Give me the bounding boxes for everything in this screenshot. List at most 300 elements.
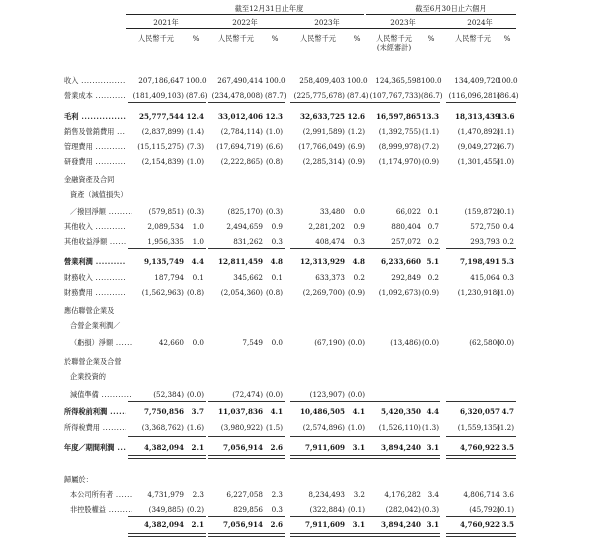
amount-cell: (67,190) xyxy=(314,338,345,347)
subtotal-rule xyxy=(446,455,516,456)
amount-cell: 267,490,414 xyxy=(217,76,263,85)
percent-cell: (0.3) xyxy=(265,207,283,216)
percent-cell: (86.7) xyxy=(421,91,443,100)
percent-cell: (0.0) xyxy=(265,390,283,399)
percent-cell: (0.3) xyxy=(421,505,439,514)
percent-cell: (1.2) xyxy=(497,423,515,432)
table-row xyxy=(0,518,600,531)
percent-cell: 0.2 xyxy=(353,273,365,282)
percent-cell: 1.0 xyxy=(192,222,204,231)
table-row xyxy=(0,188,600,201)
group-rule-six-months xyxy=(366,14,516,15)
percent-cell: (0.0) xyxy=(347,338,365,347)
amount-cell: 7,056,914 xyxy=(222,520,263,529)
amount-cell: 6,233,660 xyxy=(380,257,421,266)
row-label: 銷售及營銷費用 ..... xyxy=(64,125,126,138)
percent-cell: 1.0 xyxy=(192,237,204,246)
subtotal-rule xyxy=(446,533,516,534)
row-label: 本公司所有者 ..... xyxy=(70,488,132,501)
percent-cell: (0.1) xyxy=(497,207,515,216)
table-row xyxy=(0,271,600,284)
amount-cell: (1,392,755) xyxy=(378,127,421,136)
percent-cell: (7.3) xyxy=(186,142,204,151)
percent-cell: (0.8) xyxy=(265,288,283,297)
percent-cell: (87.4) xyxy=(347,91,369,100)
table-row xyxy=(0,473,600,486)
percent-cell: (0.0) xyxy=(421,338,439,347)
percent-cell: 12.4 xyxy=(186,112,204,121)
percent-cell: 0.9 xyxy=(271,222,283,231)
percent-cell: 0.3 xyxy=(502,273,514,282)
percent-cell: 0.3 xyxy=(271,237,283,246)
amount-cell: 33,012,406 xyxy=(217,112,263,121)
subtotal-rule xyxy=(366,401,440,402)
table-row xyxy=(0,355,600,368)
amount-cell: (1,470,892) xyxy=(457,127,500,136)
percent-cell: 5.3 xyxy=(501,257,514,266)
amount-cell: (825,170) xyxy=(227,207,263,216)
subtotal-rule xyxy=(128,536,206,537)
amount-cell: (8,999,978) xyxy=(378,142,421,151)
row-label: 所得稅前利潤 ..... xyxy=(64,405,126,418)
percent-cell: 100.0 xyxy=(421,76,442,85)
amount-cell: 2,494,659 xyxy=(226,222,263,231)
amount-cell: 16,597,865 xyxy=(375,112,421,121)
unit-header-5: 人民幣千元 xyxy=(455,34,491,43)
percent-cell: (1.0) xyxy=(497,288,515,297)
amount-cell: (45,792) xyxy=(469,505,500,514)
percent-cell: 12.3 xyxy=(265,112,283,121)
row-label: 毛利 ..... xyxy=(64,110,126,123)
percent-cell: 0.1 xyxy=(192,273,204,282)
percent-cell: 100.0 xyxy=(497,76,518,85)
row-label: 營業成本 ..... xyxy=(64,89,126,102)
year-header-5: 2024年 xyxy=(467,18,493,27)
percent-cell: 3.1 xyxy=(352,520,365,529)
amount-cell: (72,474) xyxy=(232,390,263,399)
percent-cell: 13.6 xyxy=(497,112,515,121)
percent-cell: (0.8) xyxy=(186,288,204,297)
percent-cell: 3.5 xyxy=(501,443,514,452)
amount-cell: (579,851) xyxy=(148,207,184,216)
subtotal-rule xyxy=(208,401,285,402)
year-header-2: 2022年 xyxy=(232,18,258,27)
row-label: 研發費用 ..... xyxy=(64,155,126,168)
table-row xyxy=(0,220,600,233)
unaudited-header: (未經審計) xyxy=(376,43,412,52)
amount-cell: (1,301,455) xyxy=(457,157,500,166)
amount-cell: 6,227,058 xyxy=(226,490,263,499)
row-label: 減值準備 ..... xyxy=(70,388,132,401)
percent-cell: 3.1 xyxy=(426,443,439,452)
percent-cell: (0.0) xyxy=(186,390,204,399)
amount-cell: (3,368,762) xyxy=(141,423,184,432)
amount-cell: 25,777,544 xyxy=(138,112,184,121)
row-label: 營業利潤 ..... xyxy=(64,255,126,268)
subtotal-rule xyxy=(290,102,367,103)
subtotal-rule xyxy=(208,536,285,537)
subtotal-rule xyxy=(446,248,516,249)
percent-cell: (86.4) xyxy=(497,91,519,100)
amount-cell: (123,907) xyxy=(309,390,345,399)
percent-cell: 2.3 xyxy=(271,490,283,499)
table-row xyxy=(0,125,600,138)
subtotal-rule xyxy=(128,533,206,534)
amount-cell: 12,313,929 xyxy=(299,257,345,266)
percent-cell: (6.6) xyxy=(265,142,283,151)
percent-cell: 3.5 xyxy=(501,520,514,529)
row-label: 收入 ..... xyxy=(64,74,126,87)
amount-cell: 258,409,403 xyxy=(299,76,345,85)
percent-cell: 2.6 xyxy=(270,520,283,529)
amount-cell: (2,991,589) xyxy=(302,127,345,136)
subtotal-rule xyxy=(366,248,440,249)
percent-cell: 3.4 xyxy=(427,490,439,499)
percent-cell: 5.1 xyxy=(426,257,439,266)
amount-cell: 831,262 xyxy=(233,237,263,246)
percent-cell: (7.2) xyxy=(421,142,439,151)
percent-cell: (87.7) xyxy=(265,91,287,100)
unit-header-4: 人民幣千元 xyxy=(376,34,412,43)
amount-cell: 4,760,922 xyxy=(459,520,500,529)
amount-cell: (13,486) xyxy=(390,338,421,347)
percent-cell: 100.0 xyxy=(265,76,286,85)
unit-header-3: 人民幣千元 xyxy=(300,34,336,43)
table-row xyxy=(0,336,600,349)
amount-cell: (322,884) xyxy=(309,505,345,514)
amount-cell: 3,894,240 xyxy=(380,520,421,529)
subtotal-rule xyxy=(366,102,440,103)
table-row xyxy=(0,205,600,218)
table-row xyxy=(0,235,600,248)
table-row xyxy=(0,458,600,471)
amount-cell: 7,056,914 xyxy=(222,443,263,452)
table-row xyxy=(0,405,600,418)
row-label: 非控股權益 ..... xyxy=(70,503,132,516)
percent-cell: (1.1) xyxy=(497,127,515,136)
subtotal-rule xyxy=(446,536,516,537)
percent-cell: 3.1 xyxy=(426,520,439,529)
amount-cell: 8,234,493 xyxy=(308,490,345,499)
amount-cell: 12,811,459 xyxy=(217,257,263,266)
amount-cell: 9,135,749 xyxy=(143,257,184,266)
amount-cell: (116,096,281) xyxy=(448,91,500,100)
percent-cell: 100.0 xyxy=(347,76,368,85)
row-label: 於聯營企業及合營 xyxy=(64,357,122,366)
subtotal-rule xyxy=(128,401,206,402)
percent-cell: 4.4 xyxy=(426,407,439,416)
subtotal-rule xyxy=(446,516,516,517)
amount-cell: 4,382,094 xyxy=(143,520,184,529)
subtotal-rule xyxy=(208,436,285,437)
percent-cell: (1.0) xyxy=(186,157,204,166)
amount-cell: (2,285,314) xyxy=(302,157,345,166)
year-header-4: 2023年 xyxy=(390,18,416,27)
amount-cell: (1,174,970) xyxy=(378,157,421,166)
percent-cell: 0.4 xyxy=(502,222,514,231)
percent-cell: 3.2 xyxy=(353,490,365,499)
subtotal-rule xyxy=(290,455,367,456)
amount-cell: (107,767,733) xyxy=(369,91,421,100)
amount-cell: (2,154,839) xyxy=(141,157,184,166)
pct-header-5: % xyxy=(503,34,511,43)
amount-cell: 4,806,714 xyxy=(463,490,500,499)
percent-cell: (1.0) xyxy=(347,423,365,432)
amount-cell: 18,313,439 xyxy=(454,112,500,121)
percent-cell: (0.1) xyxy=(497,505,515,514)
percent-cell: (0.0) xyxy=(497,338,515,347)
percent-cell: (1.0) xyxy=(497,157,515,166)
percent-cell: (1.4) xyxy=(186,127,204,136)
subtotal-rule xyxy=(128,436,206,437)
percent-cell: 0.7 xyxy=(427,222,439,231)
amount-cell: 124,365,598 xyxy=(375,76,421,85)
amount-cell: 187,794 xyxy=(154,273,184,282)
percent-cell: (6.9) xyxy=(347,142,365,151)
amount-cell: 880,404 xyxy=(391,222,421,231)
row-label: ／撥回淨額 ..... xyxy=(70,205,132,218)
percent-cell: 0.0 xyxy=(353,207,365,216)
percent-cell: 0.1 xyxy=(427,207,439,216)
row-label: 所得稅費用 ..... xyxy=(64,421,126,434)
subtotal-rule xyxy=(366,536,440,537)
percent-cell: (0.9) xyxy=(421,288,439,297)
amount-cell: 2,281,202 xyxy=(308,222,345,231)
amount-cell: 6,320,057 xyxy=(459,407,500,416)
percent-cell: 0.3 xyxy=(271,505,283,514)
amount-cell: 1,956,335 xyxy=(147,237,184,246)
subtotal-rule xyxy=(208,516,285,517)
percent-cell: 0.2 xyxy=(427,273,439,282)
percent-cell: 4.8 xyxy=(270,257,283,266)
percent-cell: (0.3) xyxy=(186,207,204,216)
subtotal-rule xyxy=(446,436,516,437)
percent-cell: 0.2 xyxy=(502,237,514,246)
row-label: 財務收入 ..... xyxy=(64,271,126,284)
subtotal-rule xyxy=(208,533,285,534)
amount-cell: 345,662 xyxy=(233,273,263,282)
table-row xyxy=(0,286,600,299)
amount-cell: (62,580) xyxy=(469,338,500,347)
subtotal-rule xyxy=(366,516,440,517)
amount-cell: (15,115,275) xyxy=(137,142,184,151)
percent-cell: (1.1) xyxy=(421,127,439,136)
amount-cell: 4,382,094 xyxy=(143,443,184,452)
amount-cell: (225,775,678) xyxy=(293,91,345,100)
amount-cell: (282,042) xyxy=(385,505,421,514)
subtotal-rule xyxy=(128,248,206,249)
table-row xyxy=(0,370,600,383)
amount-cell: 7,750,856 xyxy=(143,407,184,416)
subtotal-rule xyxy=(208,248,285,249)
pct-header-3: % xyxy=(353,34,361,43)
percent-cell: (1.6) xyxy=(186,423,204,432)
row-label: 財務費用 ..... xyxy=(64,286,126,299)
percent-cell: (6.7) xyxy=(497,142,515,151)
table-row xyxy=(0,110,600,123)
amount-cell: 408,474 xyxy=(315,237,345,246)
subtotal-rule xyxy=(208,102,285,103)
subtotal-rule xyxy=(366,455,440,456)
row-label: 應佔聯營企業及 xyxy=(64,306,115,315)
table-row xyxy=(0,155,600,168)
percent-cell: (1.2) xyxy=(347,127,365,136)
table-row xyxy=(0,488,600,501)
amount-cell: 32,633,725 xyxy=(299,112,345,121)
amount-cell: (2,054,360) xyxy=(220,288,263,297)
amount-cell: (181,409,103) xyxy=(132,91,184,100)
table-row xyxy=(0,441,600,454)
percent-cell: 4.1 xyxy=(352,407,365,416)
amount-cell: 257,072 xyxy=(391,237,421,246)
table-row xyxy=(0,173,600,186)
amount-cell: (2,222,865) xyxy=(220,157,263,166)
table-row xyxy=(0,89,600,102)
amount-cell: (234,478,008) xyxy=(211,91,263,100)
subtotal-rule xyxy=(446,102,516,103)
subtotal-rule xyxy=(290,401,367,402)
amount-cell: 11,037,836 xyxy=(217,407,263,416)
subtotal-rule xyxy=(446,458,516,459)
percent-cell: (87.6) xyxy=(186,91,208,100)
percent-cell: 0.2 xyxy=(427,237,439,246)
amount-cell: 7,911,609 xyxy=(304,443,345,452)
amount-cell: (2,574,896) xyxy=(302,423,345,432)
subtotal-rule xyxy=(290,516,367,517)
unit-header-2: 人民幣千元 xyxy=(218,34,254,43)
subtotal-rule xyxy=(128,455,206,456)
amount-cell: 134,409,720 xyxy=(454,76,500,85)
amount-cell: (1,526,110) xyxy=(378,423,421,432)
amount-cell: 2,089,534 xyxy=(147,222,184,231)
amount-cell: (1,092,673) xyxy=(378,288,421,297)
percent-cell: 3.1 xyxy=(352,443,365,452)
subtotal-rule xyxy=(208,455,285,456)
pct-header-2: % xyxy=(271,34,279,43)
pct-header-4: % xyxy=(427,34,435,43)
amount-cell: 415,064 xyxy=(470,273,500,282)
table-row xyxy=(0,319,600,332)
percent-cell: 4.4 xyxy=(191,257,204,266)
percent-cell: (0.9) xyxy=(347,288,365,297)
subtotal-rule xyxy=(128,516,206,517)
row-label: 年度／期間利潤 ..... xyxy=(64,441,126,454)
subtotal-rule xyxy=(366,436,440,437)
amount-cell: 572,750 xyxy=(470,222,500,231)
percent-cell: 0.3 xyxy=(353,237,365,246)
amount-cell: (9,049,272) xyxy=(457,142,500,151)
amount-cell: 4,760,922 xyxy=(459,443,500,452)
year-rule xyxy=(126,28,516,29)
amount-cell: (2,269,700) xyxy=(302,288,345,297)
percent-cell: 4.1 xyxy=(270,407,283,416)
percent-cell: (0.1) xyxy=(347,505,365,514)
subtotal-rule xyxy=(208,458,285,459)
year-header-1: 2021年 xyxy=(153,18,179,27)
percent-cell: 2.6 xyxy=(270,443,283,452)
amount-cell: (52,384) xyxy=(153,390,184,399)
amount-cell: 10,486,505 xyxy=(299,407,345,416)
pct-header-1: % xyxy=(192,34,200,43)
percent-cell: (0.2) xyxy=(186,505,204,514)
subtotal-rule xyxy=(290,536,367,537)
percent-cell: 0.0 xyxy=(271,338,283,347)
table-row xyxy=(0,140,600,153)
amount-cell: (17,766,049) xyxy=(298,142,345,151)
amount-cell: (1,559,135) xyxy=(457,423,500,432)
percent-cell: (1.0) xyxy=(265,127,283,136)
subtotal-rule xyxy=(128,458,206,459)
subtotal-rule xyxy=(290,533,367,534)
amount-cell: 7,549 xyxy=(242,338,263,347)
amount-cell: 66,022 xyxy=(395,207,421,216)
amount-cell: 4,731,979 xyxy=(147,490,184,499)
percent-cell: 4.7 xyxy=(501,407,514,416)
percent-cell: (0.8) xyxy=(265,157,283,166)
amount-cell: (159,872) xyxy=(464,207,500,216)
row-label: 其他收益淨額 ..... xyxy=(64,235,126,248)
amount-cell: 33,480 xyxy=(319,207,345,216)
amount-cell: 292,849 xyxy=(391,273,421,282)
percent-cell: 2.1 xyxy=(191,520,204,529)
amount-cell: 3,894,240 xyxy=(380,443,421,452)
unit-header-1: 人民幣千元 xyxy=(138,34,174,43)
subtotal-rule xyxy=(366,533,440,534)
amount-cell: 293,793 xyxy=(470,237,500,246)
subtotal-rule xyxy=(446,401,516,402)
group-rule-full-year xyxy=(126,14,364,15)
percent-cell: 0.1 xyxy=(271,273,283,282)
percent-cell: 12.6 xyxy=(347,112,365,121)
percent-cell: 3.7 xyxy=(191,407,204,416)
subtotal-rule xyxy=(290,458,367,459)
table-row xyxy=(0,255,600,268)
amount-cell: 7,911,609 xyxy=(304,520,345,529)
percent-cell: 2.3 xyxy=(192,490,204,499)
row-label: 金融資產及合同 xyxy=(64,175,115,184)
amount-cell: 7,198,491 xyxy=(459,257,500,266)
percent-cell: 0.0 xyxy=(192,338,204,347)
table-row xyxy=(0,388,600,401)
table-row xyxy=(0,421,600,434)
subtotal-rule xyxy=(290,436,367,437)
amount-cell: (3,980,922) xyxy=(220,423,263,432)
percent-cell: 13.3 xyxy=(421,112,439,121)
row-label: 資產（減值損失） xyxy=(70,190,128,199)
amount-cell: (1,230,918) xyxy=(457,288,500,297)
row-label: （虧損）淨額 ..... xyxy=(70,336,132,349)
amount-cell: 633,373 xyxy=(315,273,345,282)
row-label: 歸屬於： xyxy=(64,475,93,484)
subtotal-rule xyxy=(128,102,206,103)
subtotal-rule xyxy=(290,248,367,249)
table-row xyxy=(0,304,600,317)
percent-cell: 2.1 xyxy=(191,443,204,452)
percent-cell: (1.5) xyxy=(265,423,283,432)
subtotal-rule xyxy=(366,458,440,459)
percent-cell: 4.8 xyxy=(352,257,365,266)
amount-cell: (2,837,899) xyxy=(141,127,184,136)
percent-cell: 100.0 xyxy=(186,76,207,85)
percent-cell: (0.9) xyxy=(347,157,365,166)
percent-cell: (0.0) xyxy=(347,390,365,399)
amount-cell: (17,694,719) xyxy=(216,142,263,151)
row-label: 管理費用 ..... xyxy=(64,140,126,153)
percent-cell: 0.9 xyxy=(353,222,365,231)
amount-cell: 42,660 xyxy=(158,338,184,347)
row-label: 其他收入 ..... xyxy=(64,220,126,233)
table-row xyxy=(0,74,600,87)
